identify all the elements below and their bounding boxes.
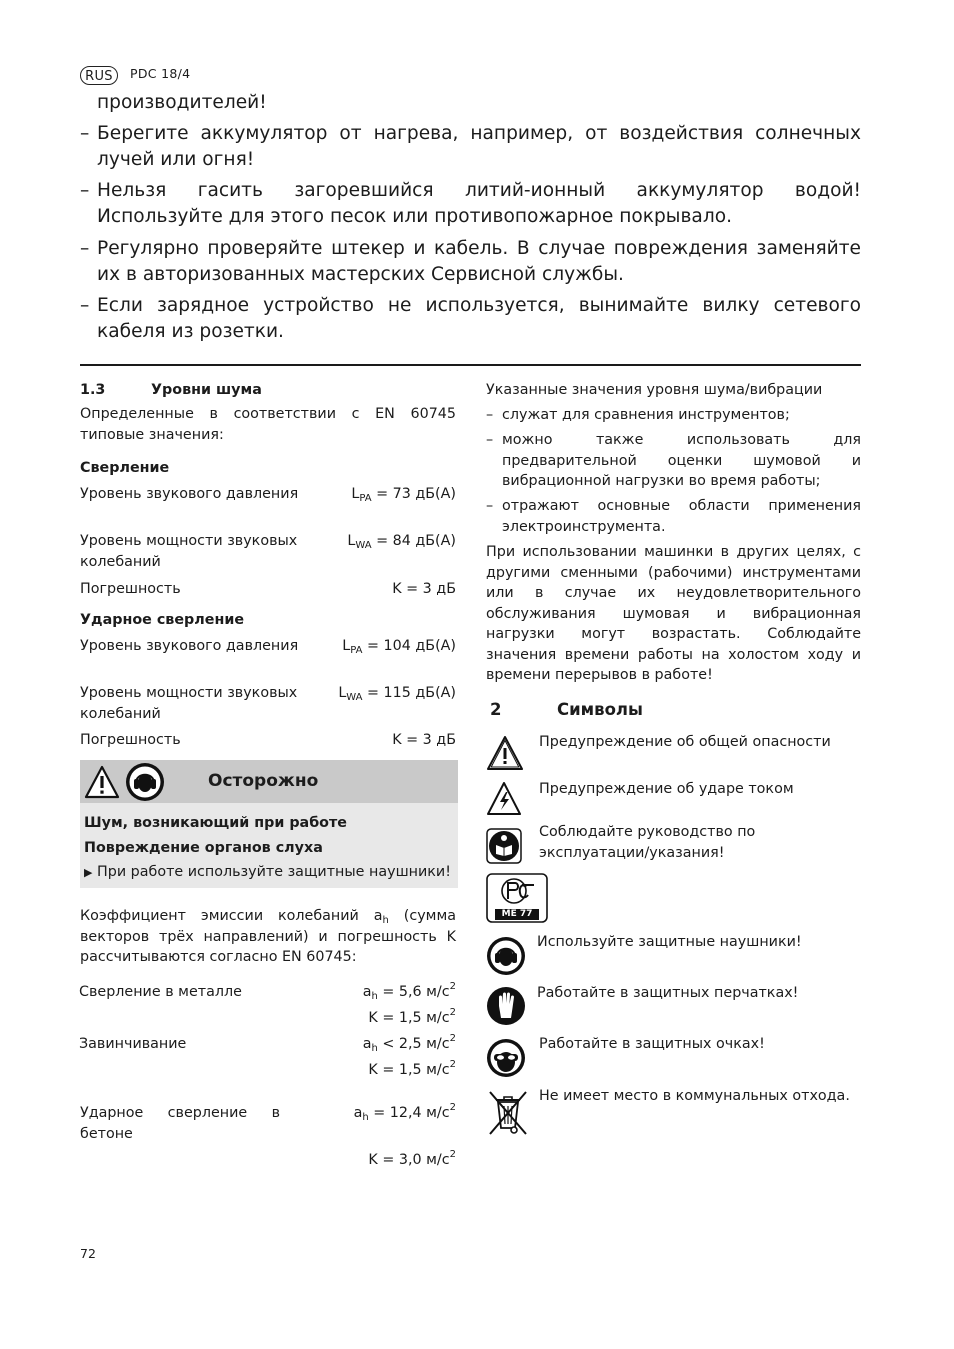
row-label: Уровень мощности звуковых колебаний [80, 533, 298, 570]
intro-item: – Нельзя гасить загоревшийся литий-ионный аккумулятор водой! Используйте для этого песок или противопожарное покрывало. [80, 180, 861, 227]
vibration-value: $a_h < 2,5$ $м/с^2$ [362, 1033, 456, 1054]
list-item: – служат для сравнения инструментов; [486, 405, 861, 426]
vibration-label: Завинчивание [79, 1036, 187, 1052]
vibration-label: Ударное сверление в бетоне [80, 1105, 280, 1142]
usage-note: При использовании машинки в других целях, с другими сменными (рабочими) инструментами или в случае их неудовлетворительного обслуживания шумовая и вибрационная нагрузки могут возрастать. Соблюдайте значения времени работы на холостом ходу и времени перерывов в работе! [486, 544, 861, 683]
row-value: $L_{WA} = 115$ дБ(А) [338, 685, 456, 703]
list-item: – отражают основные области применения электроинструмента. [486, 498, 861, 535]
row-label: Уровень мощности звуковых колебаний [80, 685, 298, 722]
row-label: Погрешность [80, 732, 181, 748]
row-label: Уровень звукового давления [80, 486, 299, 502]
ear-protection-icon [486, 936, 526, 976]
symbol-description: Соблюдайте руководство по эксплуатации/указания! [539, 824, 756, 861]
intro-item: – Регулярно проверяйте штекер и кабель. В случае повреждения заменяйте их в авторизованных мастерских Сервисной службы. [80, 238, 861, 285]
subsection-title: Сверление [80, 460, 170, 476]
caution-consequence: Повреждение органов слуха [84, 840, 323, 856]
row-value: K = 3 дБ [392, 581, 456, 597]
row-label: Погрешность [80, 581, 181, 597]
certification-code: ME 77 [501, 909, 533, 919]
caution-header [80, 760, 458, 803]
arrow-right-icon: ▶ [84, 866, 93, 879]
section-divider [80, 364, 861, 366]
vibration-value: $a_h = 12,4$ $м/с^2$ [353, 1102, 456, 1123]
symbol-description: Предупреждение об ударе током [539, 781, 794, 797]
bullet-dash: – [80, 238, 90, 259]
vibration-label: Сверление в металле [79, 984, 242, 1000]
vibration-uncertainty: K = 1,5 $м/с^2$ [368, 1007, 456, 1026]
symbol-description: Не имеет место в коммунальных отхода. [539, 1088, 850, 1104]
vibration-uncertainty: K = 1,5 $м/с^2$ [368, 1059, 456, 1078]
warning-triangle-icon [84, 764, 120, 800]
model-name: PDC 18/4 [130, 66, 191, 81]
bullet-dash: – [80, 295, 90, 316]
noise-intro: Определенные в соответствии с EN 60745 типовые значения: [80, 406, 456, 443]
section-number: 1.3 [80, 382, 106, 398]
language-badge: RUS [80, 66, 118, 85]
bullet-dash: – [80, 123, 90, 144]
bullet-dash: – [486, 407, 494, 423]
row-value: $L_{PA} = 73$ дБ(А) [351, 486, 456, 504]
values-intro: Указанные значения уровня шума/вибрации [486, 382, 823, 398]
section-title: Символы [557, 700, 643, 719]
row-value: $L_{WA} = 84$ дБ(А) [347, 533, 456, 551]
crossed-bin-icon [486, 1088, 530, 1138]
caution-hazard: Шум, возникающий при работе [84, 815, 347, 831]
row-value: K = 3 дБ [392, 732, 456, 748]
list-item: – можно также использовать для предварительной оценки шумовой и вибрационной нагрузки во время работы; [486, 432, 861, 489]
electric-shock-icon [486, 781, 522, 817]
bullet-dash: – [486, 432, 494, 448]
goggles-icon [486, 1038, 526, 1078]
intro-item: – Если зарядное устройство не используется, вынимайте вилку сетевого кабеля из розетки. [80, 295, 861, 342]
section-title: Уровни шума [151, 382, 262, 398]
bullet-dash: – [80, 180, 90, 201]
symbol-description: Предупреждение об общей опасности [539, 734, 831, 750]
caution-title: Осторожно [208, 771, 319, 791]
section-number: 2 [490, 700, 502, 719]
subsection-title: Ударное сверление [80, 612, 245, 628]
vibration-intro: Коэффициент эмиссии колебаний $a_h$ (сумма векторов трёх направлений) и погрешность K рассчитываются согласно EN 60745: [80, 908, 456, 965]
vibration-uncertainty: K = 3,0 $м/с^2$ [368, 1149, 456, 1168]
intro-continuation: производителей! [97, 92, 267, 113]
gloves-icon [486, 986, 526, 1026]
symbol-description: Работайте в защитных очках! [539, 1036, 765, 1052]
page-number: 72 [80, 1246, 96, 1261]
symbol-description: Используйте защитные наушники! [537, 934, 802, 950]
symbol-description: Работайте в защитных перчатках! [537, 985, 799, 1001]
caution-box [80, 760, 458, 888]
ear-protection-icon [125, 762, 165, 802]
caution-instruction: ▶ При работе используйте защитные наушники! [84, 864, 451, 880]
vibration-value: $a_h = 5,6$ $м/с^2$ [362, 981, 456, 1002]
warning-triangle-icon [486, 735, 524, 771]
bullet-dash: – [486, 498, 494, 514]
intro-item: – Берегите аккумулятор от нагрева, например, от воздействия солнечных лучей или огня! [80, 123, 861, 170]
row-value: $L_{PA} = 104$ дБ(А) [342, 638, 456, 656]
row-label: Уровень звукового давления [80, 638, 299, 654]
read-manual-icon [486, 828, 522, 864]
